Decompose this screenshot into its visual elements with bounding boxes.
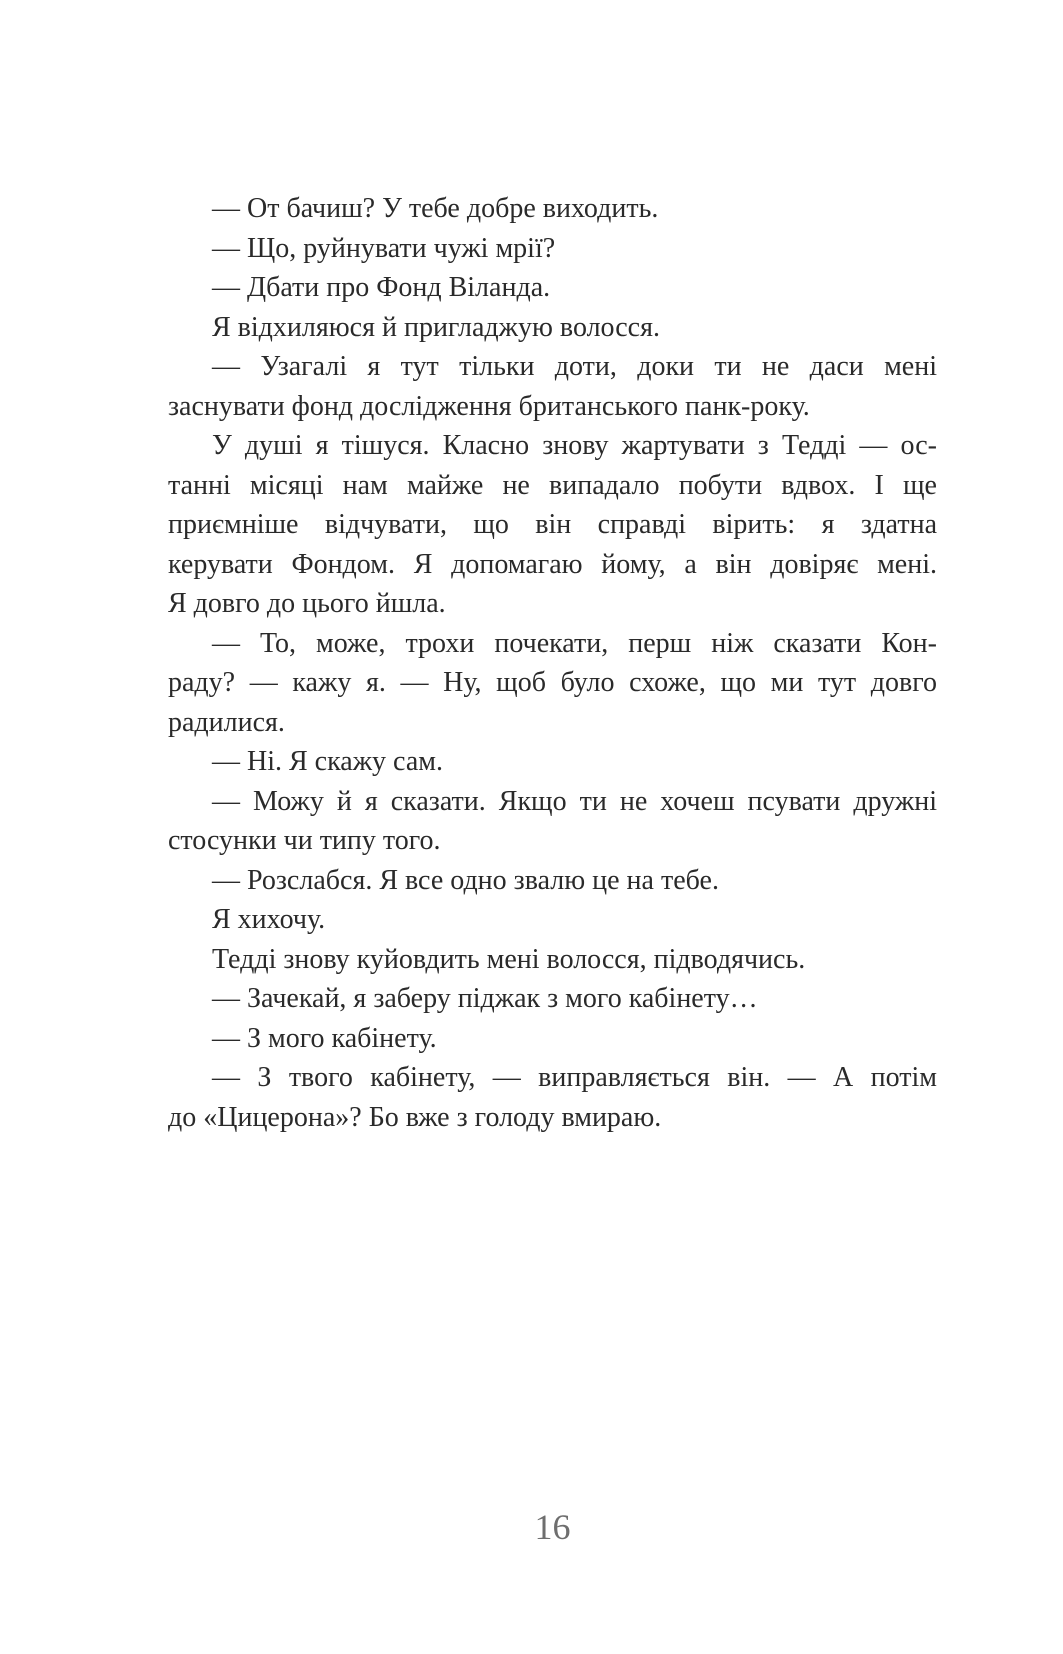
text-line: до «Цицерона»? Бо вже з голоду вмираю.: [168, 1101, 662, 1133]
text-line: приємніше відчувати, що він справді вірить: я здатна: [168, 509, 937, 540]
paragraph: [168, 742, 937, 782]
paragraph: [168, 900, 937, 940]
text-line: керувати Фондом. Я допомагаю йому, а він довіряє мені.: [168, 548, 937, 580]
text-line: — Розслабся. Я все одно звалю це на тебе.: [212, 864, 719, 896]
text-line: раду? — кажу я. — Ну, щоб було схоже, що ми тут довго: [168, 667, 937, 698]
text-line: — Зачекай, я заберу піджак з мого кабінету…: [212, 983, 758, 1014]
page-number: 16: [534, 1507, 571, 1547]
text-line: — Можу й я сказати. Якщо ти не хочеш псувати дружні: [212, 785, 937, 817]
paragraph: [168, 426, 937, 624]
text-line: У душі я тішуся. Класно знову жартувати з Тедді — ос-: [212, 430, 937, 461]
paragraph: [168, 189, 937, 229]
paragraph: [168, 940, 937, 980]
text-line: — Узагалі я тут тільки доти, доки ти не даси мені: [212, 351, 937, 382]
text-line: Я хихочу.: [212, 904, 326, 935]
paragraph: [168, 308, 937, 348]
text-line: стосунки чи типу того.: [168, 825, 441, 856]
text-line: Я відхиляюся й пригладжую волосся.: [212, 311, 660, 343]
paragraph: [168, 1019, 937, 1059]
paragraph: [168, 624, 937, 743]
text-line: Я довго до цього йшла.: [168, 588, 446, 619]
text-line: танні місяці нам майже не випадало побути вдвох. І ще: [168, 469, 937, 501]
text-line: — Що, руйнувати чужі мрії?: [212, 232, 556, 264]
text-line: — То, може, трохи почекати, перш ніж сказати Кон-: [212, 627, 937, 659]
text-line: Тедді знову куйовдить мені волосся, підводячись.: [212, 943, 806, 975]
paragraph: [168, 268, 937, 308]
text-line: — От бачиш? У тебе добре виходить.: [212, 193, 659, 224]
text-line: — З мого кабінету.: [212, 1022, 437, 1054]
text-line: — З твого кабінету, — виправляється він. — А потім: [212, 1062, 937, 1093]
paragraph: [168, 229, 937, 269]
text-line: — Ні. Я скажу сам.: [212, 746, 443, 777]
text-line: радилися.: [168, 706, 285, 738]
paragraph: [168, 861, 937, 901]
paragraph: [168, 347, 937, 426]
paragraph: [168, 1058, 937, 1137]
page-text: [168, 189, 937, 1137]
paragraph: [168, 979, 937, 1019]
text-line: — Дбати про Фонд Віланда.: [212, 272, 551, 303]
paragraph: [168, 782, 937, 861]
text-line: заснувати фонд дослідження британського панк-року.: [168, 390, 810, 422]
